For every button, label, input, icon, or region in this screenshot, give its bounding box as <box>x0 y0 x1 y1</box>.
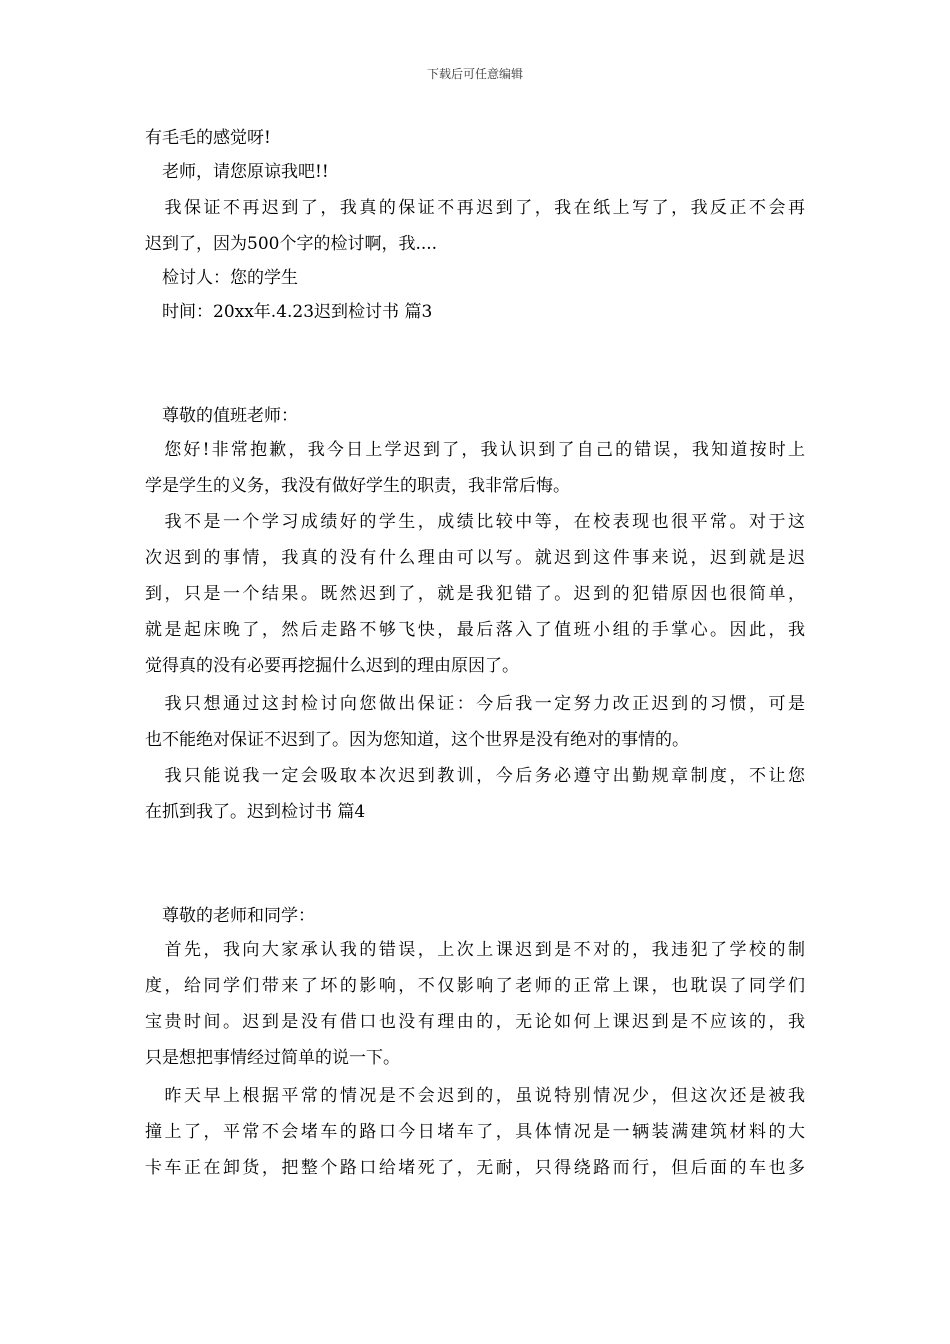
text-line: 昨天早上根据平常的情况是不会迟到的，虽说特别情况少，但这次还是被我 <box>145 1086 805 1106</box>
text-line: 时间：20xx年.4.23迟到检讨书 篇3 <box>145 302 433 322</box>
text-line: 我只能说我一定会吸取本次迟到教训，今后务必遵守出勤规章制度，不让您 <box>145 766 805 786</box>
text-line: 有毛毛的感觉呀! <box>145 128 271 148</box>
text-line: 我不是一个学习成绩好的学生，成绩比较中等，在校表现也很平常。对于这 <box>145 512 805 532</box>
text-line: 只是想把事情经过简单的说一下。 <box>145 1048 400 1068</box>
text-line: 在抓到我了。迟到检讨书 篇4 <box>145 802 366 822</box>
page-header-note: 下载后可任意编辑 <box>426 67 523 81</box>
text-line: 觉得真的没有必要再挖掘什么迟到的理由原因了。 <box>145 656 519 676</box>
text-line: 我保证不再迟到了，我真的保证不再迟到了，我在纸上写了，我反正不会再 <box>145 198 805 218</box>
text-line: 尊敬的老师和同学： <box>145 906 315 926</box>
text-line: 您好!非常抱歉，我今日上学迟到了，我认识到了自己的错误，我知道按时上 <box>145 440 805 460</box>
text-line: 就是起床晚了，然后走路不够飞快，最后落入了值班小组的手掌心。因此，我 <box>145 620 805 640</box>
text-line: 次迟到的事情，我真的没有什么理由可以写。就迟到这件事来说，迟到就是迟 <box>145 548 805 568</box>
text-line: 度，给同学们带来了坏的影响，不仅影响了老师的正常上课，也耽误了同学们 <box>145 976 805 996</box>
text-line: 我只想通过这封检讨向您做出保证：今后我一定努力改正迟到的习惯，可是 <box>145 694 805 714</box>
text-line: 撞上了，平常不会堵车的路口今日堵车了，具体情况是一辆装满建筑材料的大 <box>145 1122 805 1142</box>
text-line: 首先，我向大家承认我的错误，上次上课迟到是不对的，我违犯了学校的制 <box>145 940 805 960</box>
text-line: 到，只是一个结果。既然迟到了，就是我犯错了。迟到的犯错原因也很简单， <box>145 584 805 604</box>
text-line: 尊敬的值班老师： <box>145 406 298 426</box>
text-line: 也不能绝对保证不迟到了。因为您知道，这个世界是没有绝对的事情的。 <box>145 730 689 750</box>
text-line: 老师，请您原谅我吧!! <box>145 162 329 182</box>
text-line: 迟到了，因为500个字的检讨啊，我.... <box>145 234 438 254</box>
text-line: 学是学生的义务，我没有做好学生的职责，我非常后悔。 <box>145 476 570 496</box>
text-line: 宝贵时间。迟到是没有借口也没有理由的，无论如何上课迟到是不应该的，我 <box>145 1012 805 1032</box>
text-line: 卡车正在卸货，把整个路口给堵死了，无耐，只得绕路而行，但后面的车也多 <box>145 1158 805 1178</box>
text-line: 检讨人：您的学生 <box>145 268 298 288</box>
